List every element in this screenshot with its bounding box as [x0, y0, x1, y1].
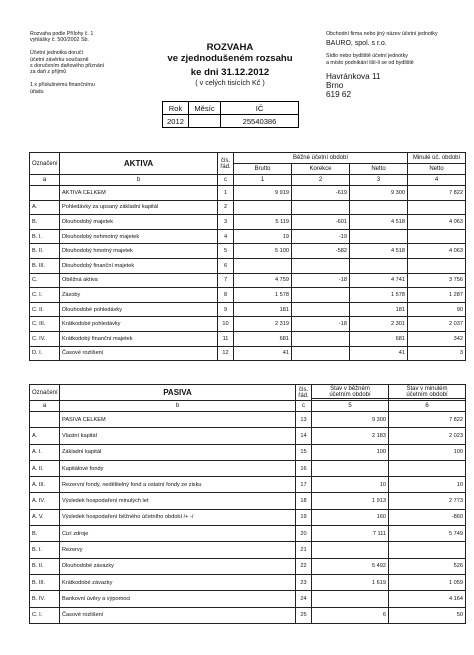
aktiva-h-3: 3	[350, 175, 408, 186]
firm-name: BAURO, spol. s r.o.	[326, 40, 387, 48]
pasiva-h-6: 6	[389, 401, 466, 412]
aktiva-item-name: Dlouhodobé pohledávky	[60, 302, 218, 317]
aktiva-h-brutto: Brutto	[234, 164, 292, 175]
document-subtitle: ve zjednodušeném rozsahu	[167, 52, 293, 64]
aktiva-h-netto-prev: Netto	[408, 164, 466, 175]
aktiva-oznaceni: B. I.	[30, 229, 60, 244]
document-title: ROZVAHA	[206, 42, 254, 53]
aktiva-netto: 41	[350, 346, 408, 361]
aktiva-korekce: -582	[292, 244, 350, 259]
aktiva-brutto: 2 319	[234, 317, 292, 332]
aktiva-item-name: Pohledávky za upsaný základní kapitál	[60, 200, 218, 215]
aktiva-oznaceni: C. I.	[30, 288, 60, 303]
aktiva-netto-prev: 2 037	[408, 317, 466, 332]
header-left-line: za daň z příjmů	[30, 69, 67, 76]
header-left-line: účetní závěrku současně	[30, 56, 89, 63]
pasiva-row-number: 24	[296, 591, 312, 607]
aktiva-item-name: Dlouhodobý nehmotný majetek	[60, 229, 218, 244]
pasiva-h-oznaceni: Označení	[30, 385, 60, 401]
pasiva-bezne	[312, 591, 389, 607]
pasiva-row	[30, 574, 466, 590]
pasiva-row	[30, 493, 466, 509]
pasiva-oznaceni: A. V.	[30, 509, 60, 525]
pasiva-item-name: Cizí zdroje	[60, 526, 296, 542]
aktiva-item-name: Krátkodobé pohledávky	[60, 317, 218, 332]
pasiva-h-5: 5	[312, 401, 389, 412]
address-city: Brno	[326, 81, 344, 91]
pasiva-minule: 4 164	[389, 591, 466, 607]
header-left-line: 1 x příslušnému finančnímu	[30, 82, 95, 89]
aktiva-row-number: 6	[218, 258, 234, 273]
ic-value: 25540386	[221, 115, 299, 128]
pasiva-h-c: c	[296, 401, 312, 412]
aktiva-netto: 4 518	[350, 244, 408, 259]
seat-label-1: Sídlo nebo bydliště účetní jednotky	[326, 53, 408, 60]
aktiva-korekce: -18	[292, 317, 350, 332]
pasiva-oznaceni: B. II.	[30, 558, 60, 574]
aktiva-oznaceni: C. IV.	[30, 331, 60, 346]
ic-label: IČ	[221, 102, 299, 115]
aktiva-brutto: 9 919	[234, 186, 292, 201]
pasiva-minule: 7 822	[389, 412, 466, 428]
aktiva-oznaceni: D. I.	[30, 346, 60, 361]
aktiva-row	[30, 215, 466, 230]
mesic-value	[189, 115, 221, 128]
pasiva-oznaceni: A. II.	[30, 460, 60, 476]
aktiva-netto-prev: 7 822	[408, 186, 466, 201]
aktiva-item-name: Zásoby	[60, 288, 218, 303]
aktiva-table	[29, 152, 466, 361]
aktiva-korekce	[292, 302, 350, 317]
pasiva-minule: 2 773	[389, 493, 466, 509]
pasiva-bezne	[312, 460, 389, 476]
aktiva-netto-prev	[408, 229, 466, 244]
aktiva-netto: 4 741	[350, 273, 408, 288]
aktiva-row	[30, 273, 466, 288]
pasiva-row	[30, 542, 466, 558]
pasiva-bezne: 1 913	[312, 493, 389, 509]
header-left-line: Rozvaha podle Přílohy č. 1	[30, 31, 94, 37]
pasiva-table	[29, 384, 466, 624]
aktiva-oznaceni: B.	[30, 215, 60, 230]
pasiva-item-name: Výsledek hospodaření běžného účetního období /+ -/	[60, 509, 296, 525]
pasiva-minule: 100	[389, 444, 466, 460]
pasiva-oznaceni: B.	[30, 526, 60, 542]
rok-label: Rok	[163, 102, 189, 115]
pasiva-h-a: a	[30, 401, 60, 412]
aktiva-row-number: 5	[218, 244, 234, 259]
pasiva-item-name: Základní kapitál	[60, 444, 296, 460]
header-left-line: úřadu	[30, 88, 44, 95]
aktiva-h-cis-rad: čís. řád.	[218, 153, 234, 175]
pasiva-row	[30, 477, 466, 493]
pasiva-row-number: 18	[296, 493, 312, 509]
pasiva-item-name: Kapitálové fondy	[60, 460, 296, 476]
aktiva-item-name: Oběžná aktiva	[60, 273, 218, 288]
aktiva-netto-prev: 4 063	[408, 244, 466, 259]
aktiva-brutto: 181	[234, 302, 292, 317]
seat-label-2: a místo podnikání liší-li se od bydliště	[326, 59, 414, 66]
header-right-company	[326, 31, 466, 100]
firm-label: Obchodní firma nebo jiný název účetní jednotky	[326, 31, 438, 37]
pasiva-row-number: 15	[296, 444, 312, 460]
aktiva-h-netto: Netto	[350, 164, 408, 175]
aktiva-row-number: 11	[218, 331, 234, 346]
aktiva-korekce	[292, 346, 350, 361]
aktiva-netto: 1 578	[350, 288, 408, 303]
header-left-line: Účetní jednotka doručí	[30, 50, 83, 57]
pasiva-bezne: 6	[312, 607, 389, 623]
pasiva-minule: 526	[389, 558, 466, 574]
pasiva-row-number: 19	[296, 509, 312, 525]
aktiva-oznaceni: B. II.	[30, 244, 60, 259]
aktiva-h-title: AKTIVA	[60, 153, 218, 175]
aktiva-korekce: -19	[292, 229, 350, 244]
pasiva-minule: 10	[389, 477, 466, 493]
pasiva-row	[30, 591, 466, 607]
aktiva-row	[30, 302, 466, 317]
aktiva-netto-prev: 3 756	[408, 273, 466, 288]
aktiva-h-1: 1	[234, 175, 292, 186]
header-left-line: vyhlášky č. 500/2002 Sb.	[30, 37, 89, 44]
identification-table	[162, 101, 299, 128]
pasiva-h-bezne: Stav v běžném účetním období	[312, 385, 389, 399]
pasiva-oznaceni: B. III.	[30, 574, 60, 590]
pasiva-oznaceni: A. I.	[30, 444, 60, 460]
aktiva-h-c: c	[218, 175, 234, 186]
aktiva-brutto: 19	[234, 229, 292, 244]
aktiva-row-number: 2	[218, 200, 234, 215]
address-street: Havránkova 11	[326, 72, 381, 82]
aktiva-netto: 181	[350, 302, 408, 317]
pasiva-row-number: 25	[296, 607, 312, 623]
aktiva-item-name: AKTIVA CELKEM	[60, 186, 218, 201]
aktiva-h-2: 2	[292, 175, 350, 186]
aktiva-netto-prev: 4 063	[408, 215, 466, 230]
mesic-label: Měsíc	[189, 102, 221, 115]
pasiva-row	[30, 444, 466, 460]
aktiva-netto-prev: 1 287	[408, 288, 466, 303]
aktiva-row-number: 4	[218, 229, 234, 244]
pasiva-row	[30, 509, 466, 525]
aktiva-brutto: 4 759	[234, 273, 292, 288]
aktiva-brutto	[234, 200, 292, 215]
pasiva-row	[30, 412, 466, 428]
aktiva-korekce	[292, 288, 350, 303]
pasiva-row-number: 13	[296, 412, 312, 428]
aktiva-row	[30, 258, 466, 273]
pasiva-bezne: 2 183	[312, 428, 389, 444]
aktiva-netto-prev	[408, 200, 466, 215]
rok-value: 2012	[163, 115, 189, 128]
pasiva-bezne: 100	[312, 444, 389, 460]
pasiva-item-name: Výsledek hospodaření minulých let	[60, 493, 296, 509]
aktiva-netto: 681	[350, 331, 408, 346]
pasiva-minule	[389, 460, 466, 476]
aktiva-item-name: Dlouhodobý finanční majetek	[60, 258, 218, 273]
aktiva-netto	[350, 229, 408, 244]
aktiva-h-korekce: Korekce	[292, 164, 350, 175]
aktiva-row-number: 8	[218, 288, 234, 303]
aktiva-h-minule: Minulé úč. období	[408, 153, 466, 164]
pasiva-row	[30, 428, 466, 444]
aktiva-row	[30, 186, 466, 201]
pasiva-oznaceni: B. I.	[30, 542, 60, 558]
aktiva-row	[30, 331, 466, 346]
aktiva-item-name: Dlouhodobý majetek	[60, 215, 218, 230]
units-note: ( v celých tisících Kč )	[195, 77, 265, 87]
pasiva-item-name: Dlouhodobé závazky	[60, 558, 296, 574]
aktiva-item-name: Dlouhodobý hmotný majetek	[60, 244, 218, 259]
pasiva-item-name: Vlastní kapitál	[60, 428, 296, 444]
aktiva-oznaceni: C. II.	[30, 302, 60, 317]
aktiva-brutto	[234, 258, 292, 273]
aktiva-row	[30, 317, 466, 332]
pasiva-row-number: 22	[296, 558, 312, 574]
aktiva-oznaceni: C.	[30, 273, 60, 288]
pasiva-bezne	[312, 542, 389, 558]
pasiva-oznaceni: A.	[30, 428, 60, 444]
title-block	[160, 43, 300, 87]
pasiva-item-name: Časové rozlišení	[60, 607, 296, 623]
aktiva-brutto: 41	[234, 346, 292, 361]
pasiva-bezne: 9 300	[312, 412, 389, 428]
aktiva-netto: 4 518	[350, 215, 408, 230]
pasiva-bezne: 10	[312, 477, 389, 493]
pasiva-row-number: 23	[296, 574, 312, 590]
aktiva-row-number: 7	[218, 273, 234, 288]
aktiva-korekce	[292, 258, 350, 273]
pasiva-row-number: 21	[296, 542, 312, 558]
pasiva-row-number: 16	[296, 460, 312, 476]
aktiva-korekce: -619	[292, 186, 350, 201]
aktiva-netto-prev: 90	[408, 302, 466, 317]
aktiva-korekce: -601	[292, 215, 350, 230]
aktiva-netto: 2 301	[350, 317, 408, 332]
header-left-line: s doručením daňového přiznání	[30, 63, 105, 70]
aktiva-row	[30, 346, 466, 361]
pasiva-minule	[389, 542, 466, 558]
aktiva-oznaceni: B. III.	[30, 258, 60, 273]
aktiva-netto-prev: 342	[408, 331, 466, 346]
aktiva-netto-prev: 3	[408, 346, 466, 361]
pasiva-row	[30, 607, 466, 623]
aktiva-netto: 9 300	[350, 186, 408, 201]
aktiva-row	[30, 244, 466, 259]
aktiva-row-number: 1	[218, 186, 234, 201]
aktiva-item-name: Časové rozlišení	[60, 346, 218, 361]
aktiva-oznaceni: A.	[30, 200, 60, 215]
pasiva-bezne: 1 619	[312, 574, 389, 590]
pasiva-minule: 5 749	[389, 526, 466, 542]
pasiva-bezne: 5 492	[312, 558, 389, 574]
pasiva-item-name: Krátkodobé závazky	[60, 574, 296, 590]
aktiva-korekce	[292, 200, 350, 215]
pasiva-h-b: b	[60, 401, 296, 412]
aktiva-item-name: Krátkodobý finanční majetek	[60, 331, 218, 346]
aktiva-brutto: 5 119	[234, 215, 292, 230]
aktiva-row-number: 12	[218, 346, 234, 361]
aktiva-h-b: b	[60, 175, 218, 186]
aktiva-row	[30, 229, 466, 244]
pasiva-h-title: PASIVA	[60, 385, 296, 401]
aktiva-oznaceni: C. III.	[30, 317, 60, 332]
pasiva-item-name: PASIVA CELKEM	[60, 412, 296, 428]
aktiva-h-oznaceni: Označení	[30, 153, 60, 175]
aktiva-h-a: a	[30, 175, 60, 186]
aktiva-brutto: 1 578	[234, 288, 292, 303]
pasiva-oznaceni: B. IV.	[30, 591, 60, 607]
pasiva-item-name: Bankovní úvěry a výpomoci	[60, 591, 296, 607]
aktiva-h-bezne: Běžné účetní období	[234, 153, 408, 164]
aktiva-brutto: 681	[234, 331, 292, 346]
pasiva-row	[30, 460, 466, 476]
aktiva-oznaceni	[30, 186, 60, 201]
pasiva-bezne: 160	[312, 509, 389, 525]
aktiva-row-number: 10	[218, 317, 234, 332]
aktiva-row-number: 9	[218, 302, 234, 317]
pasiva-h-cis-rad: čís. řád.	[296, 385, 312, 401]
aktiva-row	[30, 288, 466, 303]
aktiva-h-4: 4	[408, 175, 466, 186]
aktiva-netto	[350, 258, 408, 273]
pasiva-row-number: 17	[296, 477, 312, 493]
aktiva-brutto: 5 100	[234, 244, 292, 259]
address-zip: 619 62	[326, 89, 352, 99]
pasiva-row-number: 20	[296, 526, 312, 542]
pasiva-item-name: Rezervní fondy, nedělitelný fond a ostatní fondy ze zisku	[60, 477, 296, 493]
pasiva-minule: 2 023	[389, 428, 466, 444]
aktiva-korekce	[292, 331, 350, 346]
aktiva-netto-prev	[408, 258, 466, 273]
pasiva-oznaceni	[30, 412, 60, 428]
aktiva-netto	[350, 200, 408, 215]
header-left-notes	[30, 31, 180, 95]
pasiva-row	[30, 526, 466, 542]
aktiva-korekce: -18	[292, 273, 350, 288]
pasiva-minule: 1 059	[389, 574, 466, 590]
pasiva-row	[30, 558, 466, 574]
pasiva-minule: -860	[389, 509, 466, 525]
balance-date: ke dni 31.12.2012	[190, 67, 270, 79]
pasiva-item-name: Rezervy	[60, 542, 296, 558]
pasiva-minule: 50	[389, 607, 466, 623]
pasiva-bezne: 7 111	[312, 526, 389, 542]
pasiva-oznaceni: A. IV.	[30, 493, 60, 509]
aktiva-row	[30, 200, 466, 215]
pasiva-row-number: 14	[296, 428, 312, 444]
pasiva-oznaceni: A. III.	[30, 477, 60, 493]
pasiva-h-minule: Stav v minulém účetním období	[389, 385, 466, 399]
pasiva-oznaceni: C. I.	[30, 607, 60, 623]
aktiva-row-number: 3	[218, 215, 234, 230]
